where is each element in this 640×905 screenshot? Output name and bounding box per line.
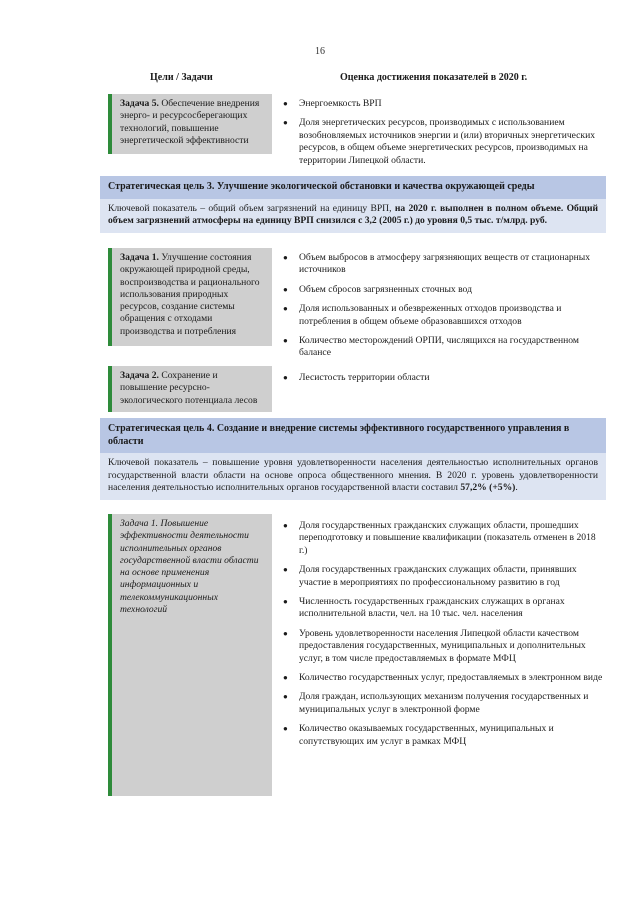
task-text: Повышение эффективности деятельности исполнительных органов государственной власти области на основе применения информационных и телекоммуникационных технологий — [120, 518, 259, 616]
task-text: Улучшение состояния окружающей природной среды, воспроизводства и рационального использования природных ресурсов, создание системы обращения с отходами производства и потребления — [120, 252, 260, 337]
page-number: 16 — [315, 46, 325, 57]
indicator-item: ● Численность государственных гражданских служащих в органах исполнительной власти, чел. на 10 тыс. чел. населения — [283, 596, 603, 621]
indicator-item: ● Доля государственных гражданских служащих области, принявших участие в мероприятиях по профессиональному развитию в год — [283, 564, 603, 589]
indicator-item: ● Доля энергетических ресурсов, производимых с использованием возобновляемых источников энергии и (или) вторичных энергетических ресурсов, в общем объеме энергетических ресурсов, производимых на территории Липецкой области. — [283, 117, 603, 167]
goal-body-highlight: 57,2% (+5%) — [460, 482, 516, 493]
column-header-assessment: Оценка достижения показателей в 2020 г. — [340, 72, 528, 83]
task-4-1-box — [108, 514, 272, 796]
indicator-item: ● Объем выбросов в атмосферу загрязняющих веществ от стационарных источников — [283, 252, 603, 277]
goal-title: Стратегическая цель 4. Создание и внедрение системы эффективного государственного управления в области — [100, 418, 606, 453]
goal-title: Стратегическая цель 3. Улучшение экологической обстановки и качества окружающей среды — [100, 176, 606, 199]
indicator-item: ● Доля использованных и обезвреженных отходов производства и потребления в общем объеме образовавшихся отходов — [283, 303, 603, 328]
task-text: Обеспечение внедрения энерго- и ресурсосберегающих технологий, повышение энергетической эффективности — [120, 98, 260, 146]
indicator-item: ● Доля государственных гражданских служащих области, прошедших переподготовку и повышение квалификации (показатель отменен в 2018 г.) — [283, 520, 603, 557]
indicator-item: ● Энергоемкость ВРП — [283, 98, 603, 110]
task-label: Задача 1. — [120, 518, 159, 529]
strategic-goal-3 — [100, 176, 606, 233]
task-text: Сохранение и повышение ресурсно-экологического потенциала лесов — [120, 370, 258, 406]
indicator-item: ● Лесистость территории области — [283, 372, 603, 384]
goal-body-end: . — [515, 482, 518, 493]
task-label: Задача 5. — [120, 98, 159, 109]
task-5-indicators — [283, 98, 603, 174]
goal-body-text: Ключевой показатель – общий объем загрязнений на единицу ВРП, — [108, 202, 392, 214]
task-3-1-box — [108, 248, 272, 346]
indicator-item: ● Объем сбросов загрязненных сточных вод — [283, 284, 603, 296]
goal-body-text: Ключевой показатель – повышение уровня удовлетворенности населения деятельностью исполнительных органов государственной власти области на основе опроса общественного мнения. В 2020 г. уровень удовлетворенности населения деятельностью исполнительных органов государственной власти составил — [108, 457, 598, 493]
indicator-item: ● Количество месторождений ОРПИ, числящихся на государственном балансе — [283, 335, 603, 360]
indicator-item: ● Доля граждан, использующих механизм получения государственных и муниципальных услуг в электронной форме — [283, 691, 603, 716]
indicator-item: ● Количество оказываемых государственных, муниципальных и сопутствующих им услуг в рамках МФЦ — [283, 723, 603, 748]
task-3-2-box — [108, 366, 272, 412]
indicator-item: ● Количество государственных услуг, предоставляемых в электронном виде — [283, 672, 603, 684]
task-3-2-indicators — [283, 372, 603, 391]
task-label: Задача 1. — [120, 252, 159, 263]
goal-key-indicator — [100, 199, 606, 233]
task-3-1-indicators — [283, 252, 603, 367]
task-4-1-indicators — [283, 520, 603, 755]
task-label: Задача 2. — [120, 370, 159, 381]
goal-key-indicator — [100, 453, 606, 500]
indicator-item: ● Уровень удовлетворенности населения Липецкой области качеством предоставления государственных, муниципальных и дополнительных услуг, в том числе предоставляемых в формате МФЦ — [283, 628, 603, 665]
goal-body-highlight: на 2020 г. выполнен в полном объеме. Общий объем загрязнений атмосферы на единицу ВРП снизился с 3,2 (2005 г.) до уровня 0,5 тыс. т/млрд. руб. — [108, 202, 598, 226]
column-header-goals: Цели / Задачи — [150, 72, 213, 83]
task-5-box — [108, 94, 272, 154]
strategic-goal-4 — [100, 418, 606, 500]
